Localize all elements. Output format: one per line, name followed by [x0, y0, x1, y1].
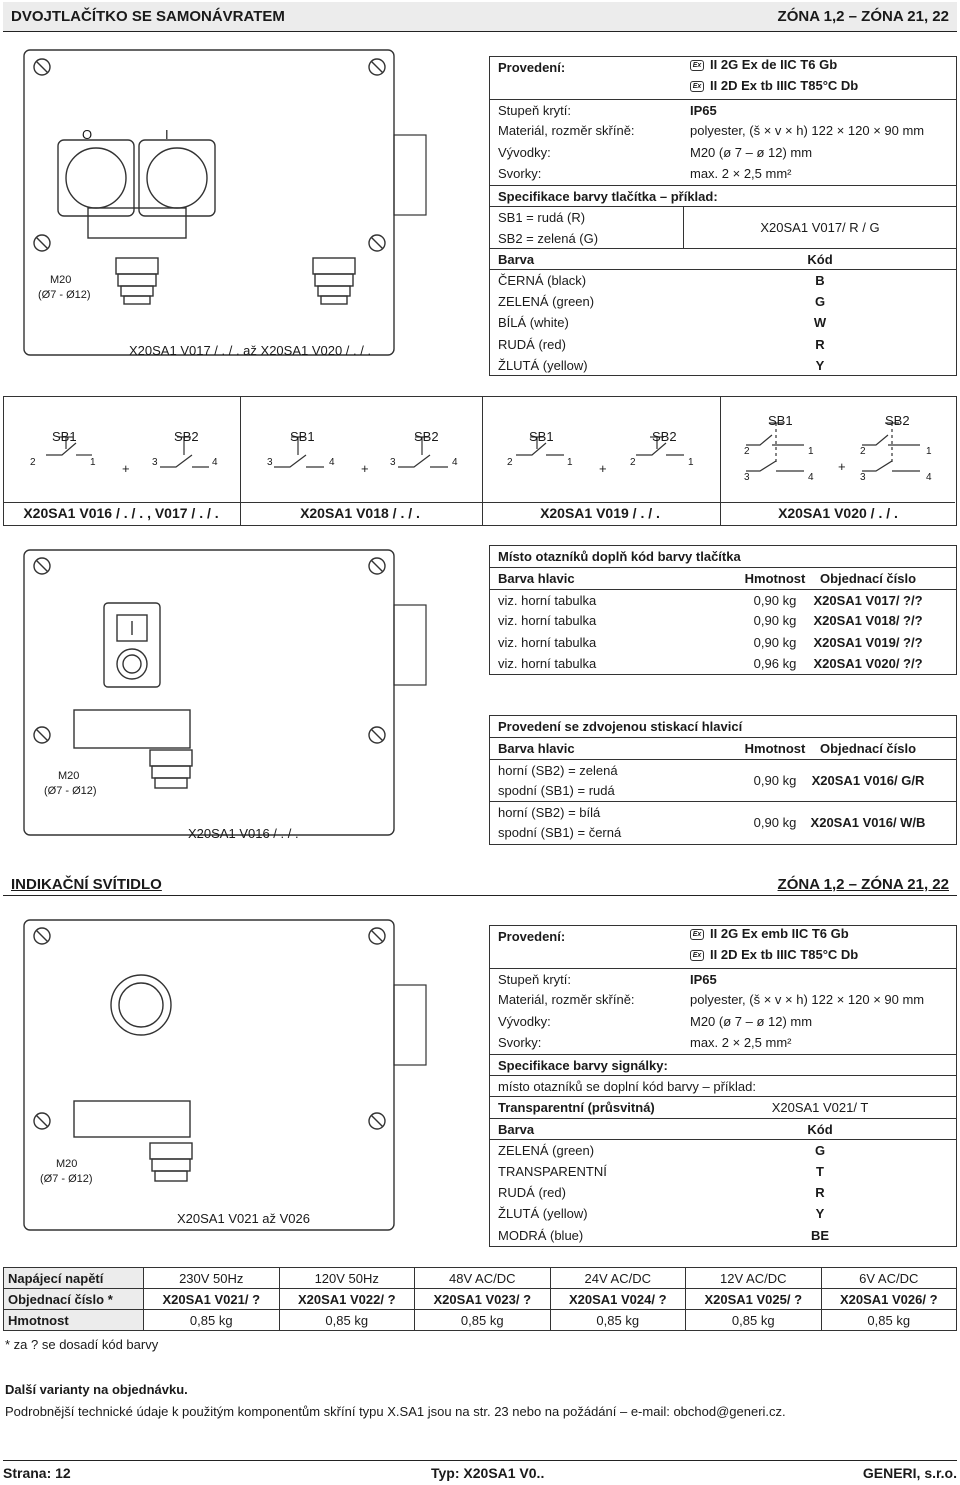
- screw-icon: [34, 928, 50, 944]
- color-name: ŽLUTÁ (yellow): [498, 1206, 588, 1222]
- cell: X20SA1 V016/ G/R: [811, 772, 925, 788]
- button-i-icon: [139, 140, 215, 216]
- cell: spodní (SB1) = rudá: [498, 782, 615, 798]
- cell: 230V 50Hz: [144, 1268, 280, 1289]
- terminal: 1: [808, 446, 814, 457]
- enclosure-caption: X20SA1 V017 / . / . až X20SA1 V020 / . / .: [129, 343, 372, 358]
- terminal: 2: [744, 446, 750, 457]
- color-code: T: [816, 1163, 824, 1179]
- spec-key: Vývodky:: [498, 1013, 551, 1029]
- color-name: RUDÁ (red): [498, 336, 566, 352]
- terminal: 2: [630, 457, 636, 468]
- terminal: 3: [267, 457, 273, 468]
- screw-icon: [369, 928, 385, 944]
- gland-size: (Ø7 - Ø12): [38, 289, 91, 301]
- row-label: Hmotnost: [4, 1310, 144, 1331]
- spec-key: Vývodky:: [498, 144, 551, 160]
- section-header-indicator: [3, 876, 957, 896]
- screw-icon: [369, 558, 385, 574]
- cell: 0,85 kg: [415, 1310, 551, 1331]
- terminal: 4: [212, 457, 218, 468]
- ex-icon: Ex: [690, 81, 704, 92]
- cell: 0,90 kg: [753, 634, 797, 650]
- atex-marking-dust: II 2D Ex tb IIIC T85°C Db: [710, 947, 859, 962]
- section-header-pushbutton: [3, 2, 957, 32]
- screw-icon: [34, 727, 50, 743]
- terminal: 3: [390, 457, 396, 468]
- spec-key: Svorky:: [498, 1035, 542, 1051]
- section-zone: ZÓNA 1,2 – ZÓNA 21, 22: [777, 8, 949, 25]
- screw-icon: [369, 59, 385, 75]
- col-header: Objednací číslo: [819, 741, 917, 757]
- cable-gland-icon: [313, 258, 355, 304]
- cell: X20SA1 V017/ ?/?: [813, 592, 923, 608]
- screw-icon: [34, 558, 50, 574]
- cell: viz. horní tabulka: [498, 592, 597, 608]
- cell: 0,85 kg: [144, 1310, 280, 1331]
- sb1-label: SB1: [768, 413, 793, 428]
- gland-size: (Ø7 - Ø12): [44, 785, 97, 797]
- gland-label: M20: [56, 1158, 78, 1170]
- cable-gland-icon: [116, 258, 158, 304]
- supply-table: [3, 1267, 957, 1331]
- terminal: 2: [507, 457, 513, 468]
- color-code: R: [815, 336, 825, 352]
- page-number: Strana: 12: [3, 1465, 71, 1481]
- color-name: ČERNÁ (black): [498, 273, 587, 289]
- plus-sign: +: [122, 461, 130, 476]
- cell: 0,85 kg: [686, 1310, 822, 1331]
- variants-note: Další varianty na objednávku.: [5, 1382, 188, 1397]
- terminal: 1: [688, 457, 694, 468]
- terminal: 4: [452, 457, 458, 468]
- color-code: Y: [815, 357, 825, 373]
- cell: 0,90 kg: [753, 814, 797, 830]
- cell: X20SA1 V023/ ?: [415, 1289, 551, 1310]
- color-name: ZELENÁ (green): [498, 1143, 595, 1159]
- button-label-o: O: [82, 127, 93, 142]
- color-name: TRANSPARENTNÍ: [498, 1163, 607, 1179]
- table-row: [4, 1310, 957, 1331]
- sb2-example: SB2 = zelená (G): [498, 230, 599, 246]
- color-code: G: [814, 293, 826, 309]
- color-code: B: [815, 273, 825, 289]
- provedeni-label: Provedení:: [498, 929, 566, 944]
- transparent-label: Transparentní (průsvitná): [498, 1100, 655, 1116]
- terminal: 3: [744, 472, 750, 483]
- signal-lamp-icon: [111, 975, 171, 1035]
- table-row: [490, 801, 956, 843]
- cell: viz. horní tabulka: [498, 655, 597, 671]
- col-header: Hmotnost: [744, 571, 806, 587]
- table-row: [490, 653, 956, 674]
- cell: X20SA1 V021/ ?: [144, 1289, 280, 1310]
- wiring-caption: X20SA1 V019 / . / .: [540, 505, 660, 521]
- asterisk-note: * za ? se dosadí kód barvy: [5, 1337, 159, 1352]
- cell: spodní (SB1) = černá: [498, 824, 622, 840]
- product-type: Typ: X20SA1 V0..: [431, 1465, 545, 1481]
- screw-icon: [369, 1113, 385, 1129]
- ex-icon: Ex: [690, 929, 704, 940]
- terminal: 1: [90, 457, 96, 468]
- terminal: 2: [30, 457, 36, 468]
- screw-icon: [369, 235, 385, 251]
- terminal: 1: [567, 457, 573, 468]
- cell: X20SA1 V024/ ?: [550, 1289, 686, 1310]
- wiring-caption: X20SA1 V016 / . / . , V017 / . / .: [23, 505, 219, 521]
- color-name: MODRÁ (blue): [498, 1227, 584, 1243]
- table-row: [490, 759, 956, 801]
- cell: X20SA1 V025/ ?: [686, 1289, 822, 1310]
- wiring-caption: X20SA1 V020 / . / .: [778, 505, 898, 521]
- spec-key: Stupeň krytí:: [498, 972, 571, 987]
- row-label: Napájecí napětí: [4, 1268, 144, 1289]
- cell: 24V AC/DC: [550, 1268, 686, 1289]
- switch-symbol-double: [746, 423, 804, 471]
- enclosure-caption: X20SA1 V021 až V026: [177, 1211, 310, 1226]
- terminal: 2: [860, 446, 866, 457]
- spec-key: Materiál, rozměr skříně:: [498, 123, 635, 139]
- enclosure-drawing-double-head: [0, 545, 485, 845]
- spec-value: IP65: [690, 972, 717, 987]
- plus-sign: +: [599, 461, 607, 476]
- cable-gland-icon: [150, 750, 192, 788]
- table-row: [490, 610, 956, 631]
- screw-icon: [34, 1113, 50, 1129]
- order-table-double-head: [489, 715, 957, 845]
- cell: X20SA1 V019/ ?/?: [813, 634, 923, 650]
- cell: horní (SB2) = zelená: [498, 762, 618, 778]
- screw-icon: [34, 59, 50, 75]
- cell: 0,96 kg: [753, 655, 797, 671]
- example-code: X20SA1 V017/ R / G: [760, 219, 880, 235]
- details-note: Podrobnější technické údaje k použitým komponentům skříní typu X.SA1 jsou na str. 23 nebo na požádání – e-mail: obchod@generi.cz.: [5, 1404, 786, 1419]
- cell: viz. horní tabulka: [498, 634, 597, 650]
- col-header: Barva hlavic: [498, 571, 575, 587]
- col-barva: Barva: [498, 251, 535, 267]
- cell: X20SA1 V020/ ?/?: [813, 655, 923, 671]
- cell: 120V 50Hz: [279, 1268, 415, 1289]
- cell: horní (SB2) = bílá: [498, 804, 601, 820]
- spec-note: místo otazníků se doplní kód barvy – příklad:: [498, 1078, 756, 1094]
- color-code: R: [815, 1184, 825, 1200]
- cell: X20SA1 V022/ ?: [279, 1289, 415, 1310]
- terminal: 3: [860, 472, 866, 483]
- page-footer: [3, 1460, 957, 1482]
- switch-symbol-double: [862, 423, 920, 471]
- cell: 0,85 kg: [550, 1310, 686, 1331]
- sb1-label: SB1: [290, 429, 315, 444]
- terminal: 3: [152, 457, 158, 468]
- col-kod: Kód: [807, 251, 833, 267]
- terminal: 4: [329, 457, 335, 468]
- cable-gland-icon: [150, 1143, 192, 1181]
- color-code: BE: [810, 1227, 830, 1243]
- col-header: Barva hlavic: [498, 741, 575, 757]
- wiring-caption: X20SA1 V018 / . / .: [300, 505, 420, 521]
- example-code: X20SA1 V021/ T: [771, 1100, 869, 1116]
- terminal: 1: [926, 446, 932, 457]
- cell: 12V AC/DC: [686, 1268, 822, 1289]
- spec-value: max. 2 × 2,5 mm²: [690, 1035, 792, 1051]
- spec-key: Svorky:: [498, 166, 542, 182]
- cell: 6V AC/DC: [821, 1268, 957, 1289]
- enclosure-drawing-indicator: [0, 915, 485, 1240]
- cell: 48V AC/DC: [415, 1268, 551, 1289]
- double-head-button-icon: [104, 603, 160, 687]
- enclosure-caption: X20SA1 V016 / . / .: [188, 826, 299, 841]
- gland-label: M20: [58, 770, 80, 782]
- col-header: Objednací číslo: [819, 571, 917, 587]
- order-table-colors: [489, 545, 957, 675]
- wiring-captions: [3, 505, 957, 525]
- atex-marking-gas: II 2G Ex emb IIC T6 Gb: [710, 926, 849, 941]
- spec-value: max. 2 × 2,5 mm²: [690, 166, 792, 182]
- spec-value: M20 (ø 7 – ø 12) mm: [690, 1013, 813, 1029]
- cell: 0,90 kg: [753, 613, 797, 629]
- section-zone: ZÓNA 1,2 – ZÓNA 21, 22: [777, 876, 949, 893]
- gland-label: M20: [50, 274, 72, 286]
- sb2-label: SB2: [414, 429, 439, 444]
- color-spec-title: Specifikace barvy tlačítka – příklad:: [498, 188, 718, 204]
- spec-value: polyester, (š × v × h) 122 × 120 × 90 mm: [690, 992, 925, 1008]
- spec-table-indicator: [489, 925, 957, 1247]
- color-name: BÍLÁ (white): [498, 315, 569, 331]
- sb2-label: SB2: [652, 429, 677, 444]
- table-row: [4, 1268, 957, 1289]
- color-spec-title: Specifikace barvy signálky:: [498, 1057, 668, 1073]
- enclosure-drawing-double-button: [0, 40, 485, 370]
- color-code: G: [814, 1143, 826, 1159]
- sb2-label: SB2: [174, 429, 199, 444]
- sb1-label: SB1: [52, 429, 77, 444]
- color-code: W: [813, 315, 827, 331]
- spec-key: Stupeň krytí:: [498, 103, 571, 118]
- plus-sign: +: [361, 461, 369, 476]
- button-o-icon: [58, 140, 134, 216]
- sb2-label: SB2: [885, 413, 910, 428]
- spec-value: IP65: [690, 103, 717, 118]
- plus-sign: +: [838, 459, 846, 474]
- cell: viz. horní tabulka: [498, 613, 597, 629]
- cell: X20SA1 V016/ W/B: [810, 814, 926, 830]
- table-row: [490, 632, 956, 653]
- table-row: [490, 589, 956, 610]
- col-header: Hmotnost: [744, 741, 806, 757]
- cell: 0,85 kg: [821, 1310, 957, 1331]
- table-title: Místo otazníků doplň kód barvy tlačítka: [498, 549, 741, 564]
- col-barva: Barva: [498, 1121, 535, 1137]
- spec-table-pushbutton: [489, 56, 957, 376]
- color-name: ZELENÁ (green): [498, 293, 595, 309]
- spec-value: polyester, (š × v × h) 122 × 120 × 90 mm: [690, 123, 925, 139]
- provedeni-label: Provedení:: [498, 60, 566, 75]
- section-title: DVOJTLAČÍTKO SE SAMONÁVRATEM: [11, 8, 285, 25]
- screw-icon: [369, 727, 385, 743]
- color-name: RUDÁ (red): [498, 1184, 566, 1200]
- atex-marking-gas: II 2G Ex de IIC T6 Gb: [710, 57, 838, 72]
- section-title: INDIKAČNÍ SVÍTIDLO: [11, 876, 162, 893]
- atex-marking-dust: II 2D Ex tb IIIC T85°C Db: [710, 78, 859, 93]
- terminal: 4: [808, 472, 814, 483]
- company-name: GENERI, s.r.o.: [862, 1465, 957, 1481]
- table-row: [4, 1289, 957, 1310]
- cell: X20SA1 V026/ ?: [821, 1289, 957, 1310]
- terminal: 4: [926, 472, 932, 483]
- screw-icon: [34, 235, 50, 251]
- cell: 0,90 kg: [753, 592, 797, 608]
- ex-icon: Ex: [690, 60, 704, 71]
- button-label-i: I: [165, 127, 169, 142]
- gland-size: (Ø7 - Ø12): [40, 1173, 93, 1185]
- col-kod: Kód: [807, 1121, 833, 1137]
- table-title: Provedení se zdvojenou stiskací hlavicí: [498, 719, 743, 734]
- spec-value: M20 (ø 7 – ø 12) mm: [690, 144, 813, 160]
- cell: 0,90 kg: [753, 772, 797, 788]
- row-label: Objednací číslo *: [4, 1289, 144, 1310]
- sb1-example: SB1 = rudá (R): [498, 209, 586, 225]
- spec-key: Materiál, rozměr skříně:: [498, 992, 635, 1008]
- cell: X20SA1 V018/ ?/?: [813, 613, 923, 629]
- color-name: ŽLUTÁ (yellow): [498, 357, 588, 373]
- ex-icon: Ex: [690, 950, 704, 961]
- sb1-label: SB1: [529, 429, 554, 444]
- color-code: Y: [815, 1206, 825, 1222]
- cell: 0,85 kg: [279, 1310, 415, 1331]
